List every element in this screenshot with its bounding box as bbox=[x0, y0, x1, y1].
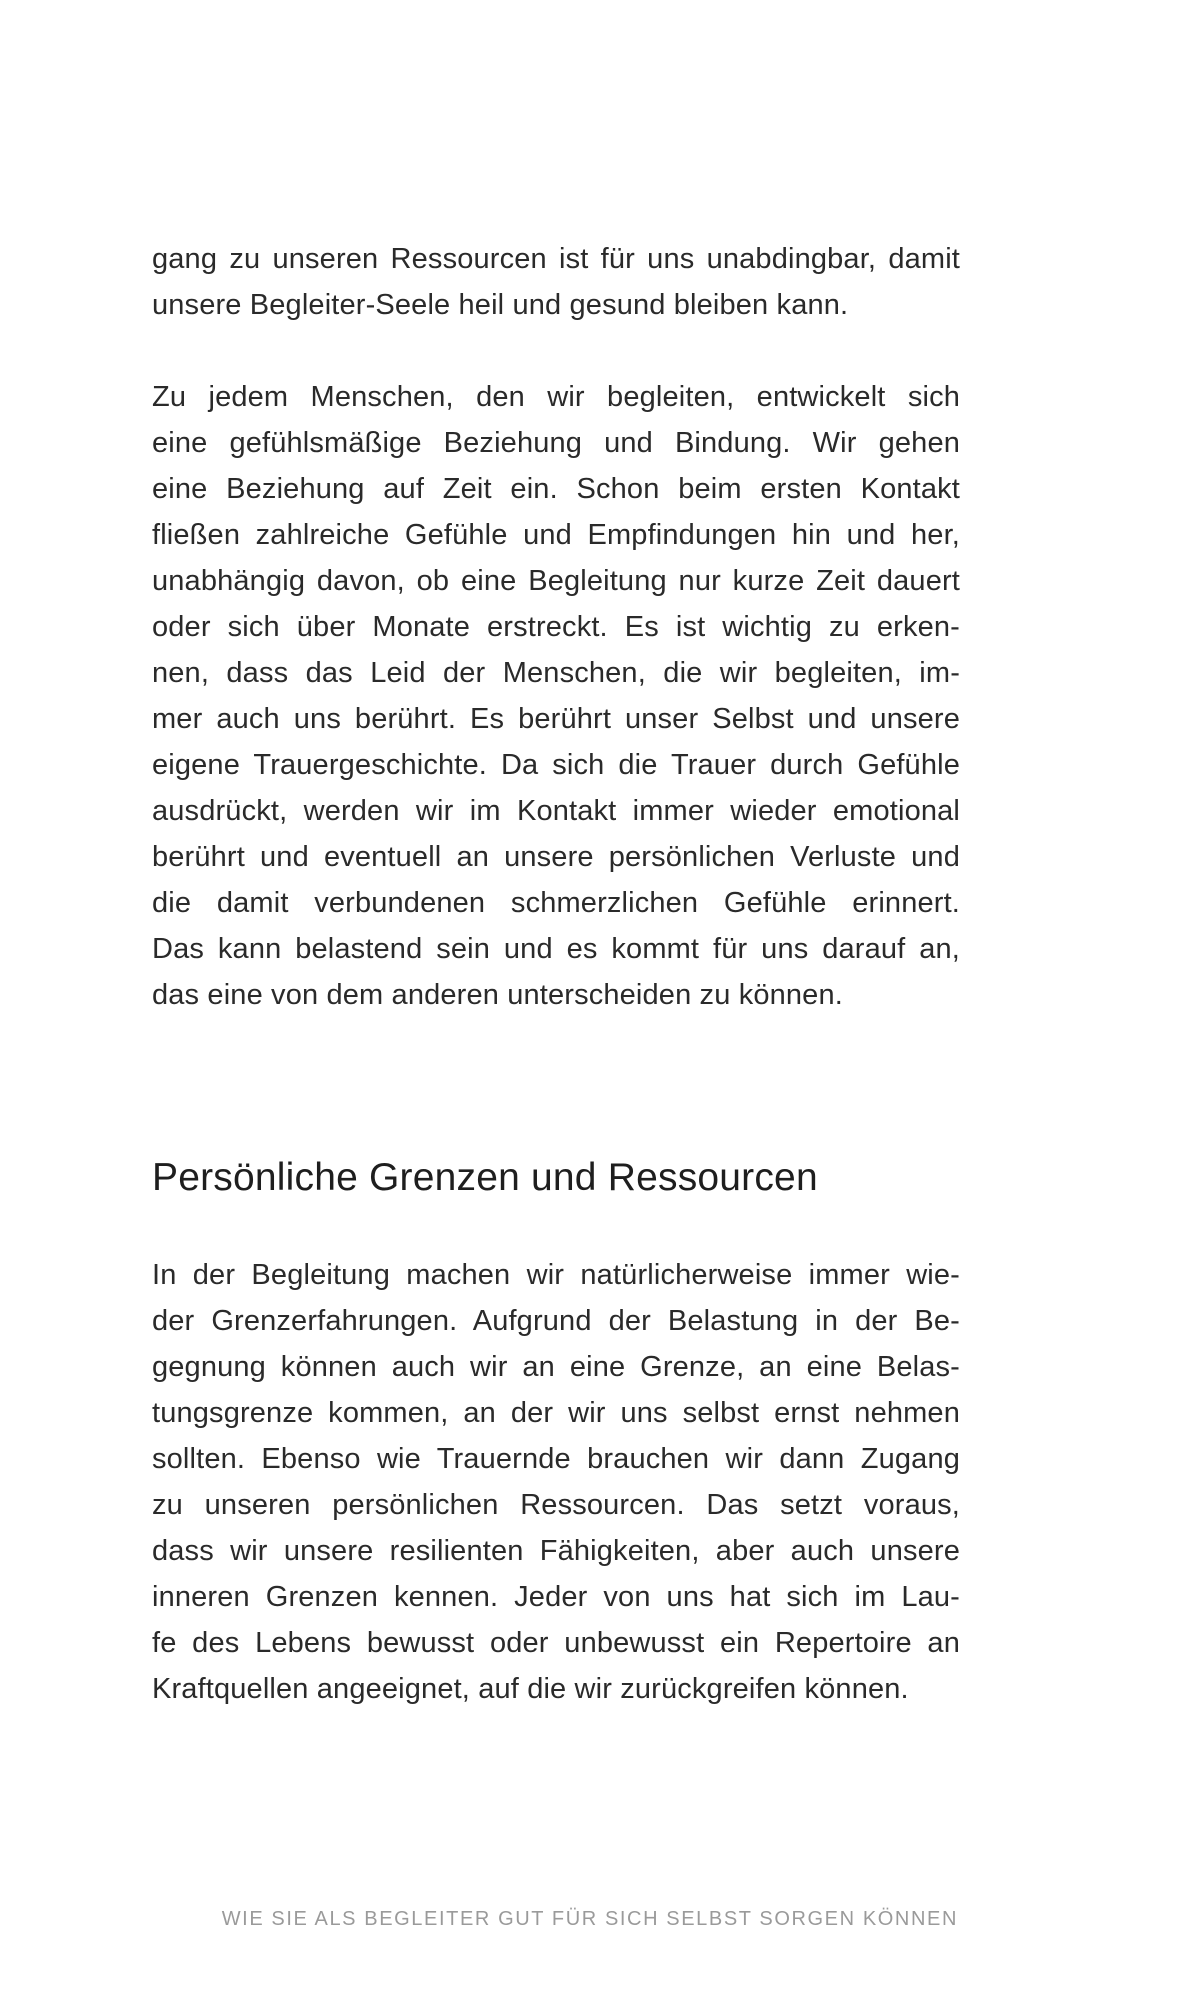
text-line: zu unseren persönlichen Ressourcen. Das setzt voraus, bbox=[152, 1489, 960, 1521]
text-line: In der Begleitung machen wir natürlicherweise immer wie- bbox=[152, 1259, 960, 1291]
text-line: inneren Grenzen kennen. Jeder von uns hat sich im Lau- bbox=[152, 1581, 960, 1613]
text-line: gang zu unseren Ressourcen ist für uns unabdingbar, damit bbox=[152, 243, 960, 275]
text-line: der Grenzerfahrungen. Aufgrund der Belastung in der Be- bbox=[152, 1305, 960, 1337]
running-footer: WIE SIE ALS BEGLEITER GUT FÜR SICH SELBST SORGEN KÖNNEN bbox=[221, 1908, 958, 1930]
text-line: Kraftquellen angeeignet, auf die wir zurückgreifen können. bbox=[152, 1673, 909, 1705]
body-paragraph bbox=[152, 374, 960, 1018]
text-line: ausdrückt, werden wir im Kontakt immer wieder emotional bbox=[152, 795, 960, 827]
text-line: fe des Lebens bewusst oder unbewusst ein Repertoire an bbox=[152, 1627, 960, 1659]
body-paragraph bbox=[152, 1252, 960, 1712]
text-line: die damit verbundenen schmerzlichen Gefühle erinnert. bbox=[152, 887, 960, 919]
text-line: dass wir unsere resilienten Fähigkeiten, aber auch unsere bbox=[152, 1535, 960, 1567]
text-line: eigene Trauergeschichte. Da sich die Trauer durch Gefühle bbox=[152, 749, 960, 781]
text-line: Zu jedem Menschen, den wir begleiten, entwickelt sich bbox=[152, 381, 960, 413]
text-line: eine gefühlsmäßige Beziehung und Bindung. Wir gehen bbox=[152, 427, 960, 459]
continued-paragraph bbox=[152, 236, 960, 328]
text-line: gegnung können auch wir an eine Grenze, an eine Belas- bbox=[152, 1351, 960, 1383]
text-line: das eine von dem anderen unterscheiden zu können. bbox=[152, 979, 843, 1011]
text-line: fließen zahlreiche Gefühle und Empfindungen hin und her, bbox=[152, 519, 960, 551]
text-line: eine Beziehung auf Zeit ein. Schon beim ersten Kontakt bbox=[152, 473, 960, 505]
section-heading: Persönliche Grenzen und Ressourcen bbox=[152, 1156, 818, 1199]
text-line: mer auch uns berührt. Es berührt unser Selbst und unsere bbox=[152, 703, 960, 735]
text-line: tungsgrenze kommen, an der wir uns selbst ernst nehmen bbox=[152, 1397, 960, 1429]
text-line: sollten. Ebenso wie Trauernde brauchen wir dann Zugang bbox=[152, 1443, 960, 1475]
text-line: nen, dass das Leid der Menschen, die wir begleiten, im- bbox=[152, 657, 960, 689]
text-line: Das kann belastend sein und es kommt für uns darauf an, bbox=[152, 933, 960, 965]
text-line: unsere Begleiter-Seele heil und gesund bleiben kann. bbox=[152, 289, 849, 321]
text-line: unabhängig davon, ob eine Begleitung nur kurze Zeit dauert bbox=[152, 565, 960, 597]
text-line: berührt und eventuell an unsere persönlichen Verluste und bbox=[152, 841, 960, 873]
text-line: oder sich über Monate erstreckt. Es ist wichtig zu erken- bbox=[152, 611, 960, 643]
